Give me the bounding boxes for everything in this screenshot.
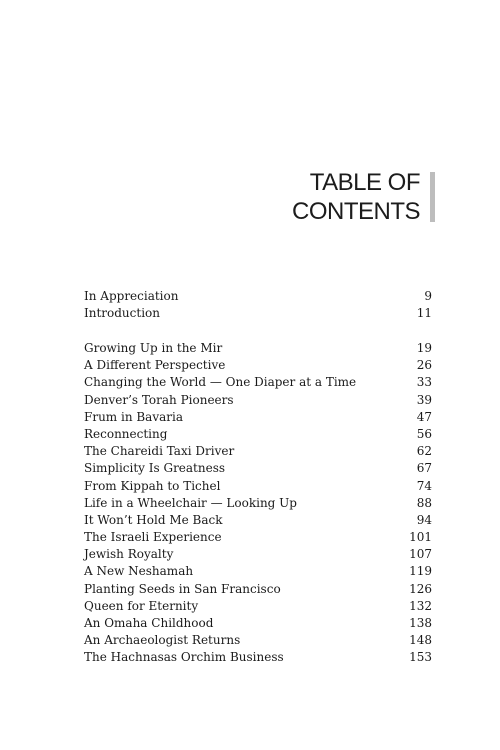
- toc-entry-title: A Different Perspective: [84, 358, 226, 373]
- toc-entry: [84, 598, 432, 615]
- toc-entry-page: 153: [409, 650, 432, 665]
- toc-entry-title: Queen for Eternity: [84, 598, 199, 613]
- toc-entry-title: Introduction: [84, 306, 160, 321]
- toc-entry: [84, 443, 432, 460]
- toc-entry-title: Frum in Bavaria: [84, 409, 183, 424]
- toc-entry-title: The Chareidi Taxi Driver: [84, 444, 235, 459]
- toc-entry-title: Life in a Wheelchair — Looking Up: [84, 495, 297, 510]
- toc-entry-title: Jewish Royalty: [84, 547, 174, 562]
- toc-entry-page: 62: [416, 444, 432, 459]
- toc-entry: [84, 529, 432, 546]
- toc-entry-page: 56: [416, 426, 432, 441]
- page-title-line-1: TABLE OF: [309, 169, 420, 196]
- toc-entry-title: Denver’s Torah Pioneers: [84, 392, 234, 407]
- decorative-bar: [430, 172, 435, 222]
- toc-entry: [84, 546, 432, 563]
- toc-entry-page: 26: [416, 358, 432, 373]
- toc-entry: [84, 563, 432, 580]
- toc-entry: [84, 426, 432, 443]
- toc-entry: [84, 409, 432, 426]
- page-title: [292, 168, 420, 226]
- toc-entry: [84, 305, 432, 322]
- chapter-list: [84, 340, 432, 667]
- toc-entry: [84, 649, 432, 666]
- page-title-line-2: CONTENTS: [292, 198, 420, 225]
- toc-entry-title: Reconnecting: [84, 426, 168, 441]
- toc-entry-page: 11: [416, 306, 432, 321]
- toc-entry-page: 132: [409, 598, 432, 613]
- toc-entry-page: 9: [424, 289, 432, 303]
- toc-entry-title: A New Neshamah: [84, 564, 194, 579]
- toc-entry: [84, 495, 432, 512]
- toc-entry: [84, 288, 432, 305]
- toc-entry-page: 33: [416, 375, 432, 390]
- toc-entry-title: From Kippah to Tichel: [84, 478, 221, 493]
- toc-entry: [84, 374, 432, 391]
- toc-entry-page: 148: [409, 633, 432, 648]
- toc-entry-page: 126: [409, 581, 432, 596]
- toc-entry-page: 88: [416, 495, 432, 510]
- toc-entry: [84, 340, 432, 357]
- toc-entry-title: Planting Seeds in San Francisco: [84, 581, 281, 596]
- toc-entry-page: 138: [409, 616, 432, 630]
- toc-entry: [84, 392, 432, 409]
- toc-entry-title: The Hachnasas Orchim Business: [84, 650, 284, 665]
- toc-entry-page: 94: [416, 512, 432, 527]
- toc-entry-title: The Israeli Experience: [84, 530, 222, 545]
- toc-entry: [84, 615, 432, 632]
- toc-entry-page: 47: [416, 409, 432, 424]
- toc-entry-page: 107: [409, 547, 432, 562]
- toc-entry-page: 39: [416, 392, 432, 407]
- toc-entry: [84, 357, 432, 374]
- toc-entry: [84, 512, 432, 529]
- toc-entry-page: 19: [416, 341, 432, 355]
- toc-entry-page: 119: [409, 564, 432, 579]
- toc-entry-page: 101: [409, 530, 432, 545]
- toc-entry: [84, 460, 432, 477]
- toc-entry-title: Changing the World — One Diaper at a Time: [84, 375, 357, 390]
- front-matter-list: [84, 288, 432, 322]
- toc-entry-title: An Omaha Childhood: [84, 616, 214, 630]
- toc-entry-title: In Appreciation: [84, 289, 179, 303]
- toc-entry-title: An Archaeologist Returns: [84, 633, 241, 648]
- toc-entry: [84, 632, 432, 649]
- toc-entry-title: Simplicity Is Greatness: [84, 461, 226, 476]
- toc-entry-title: Growing Up in the Mir: [84, 341, 223, 355]
- toc-entry: [84, 581, 432, 598]
- toc-entry: [84, 478, 432, 495]
- toc-entry-page: 67: [416, 461, 432, 476]
- toc-entry-title: It Won’t Hold Me Back: [84, 512, 223, 527]
- toc-entry-page: 74: [416, 478, 432, 493]
